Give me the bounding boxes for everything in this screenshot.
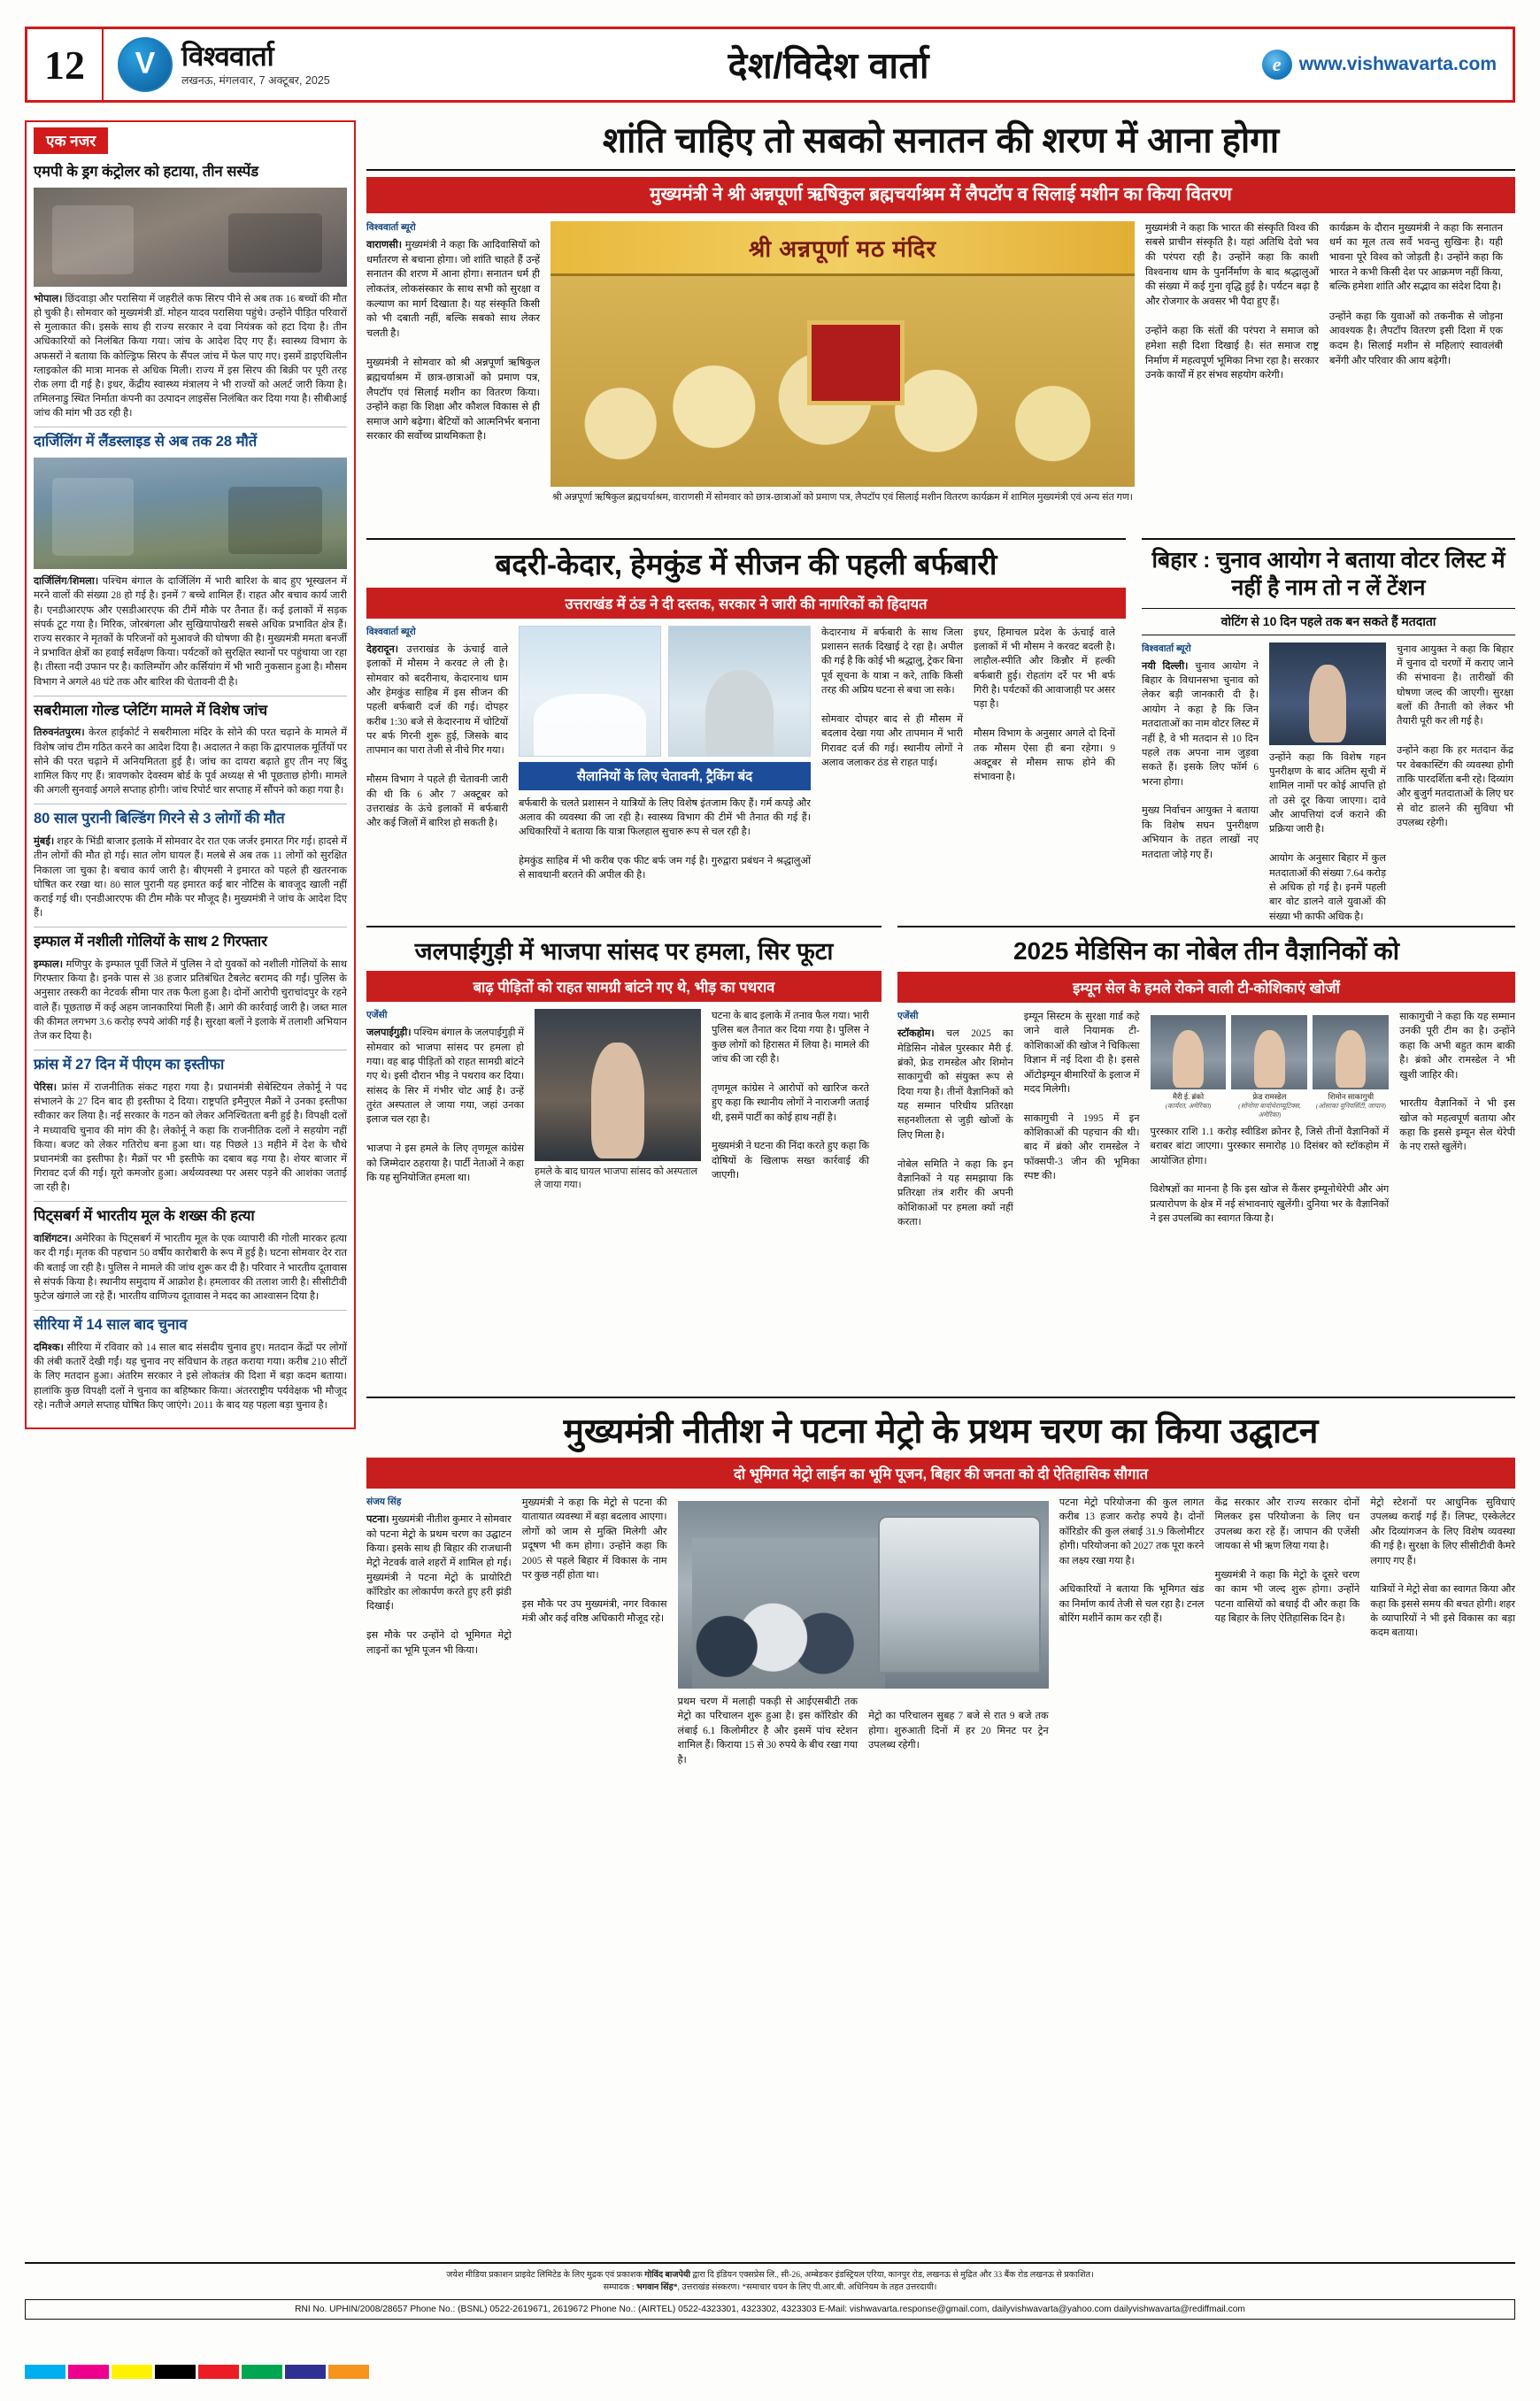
article-paragraph: इम्यून सिस्टम के सुरक्षा गार्ड कहे जाने वाले नियामक टी-कोशिकाओं की खोज ने चिकित्सा विज्ञान में नई दिशा दी है। इससे ऑटोइम्यून बीमारियों के इलाज में मदद मिलेगी। साकागुची ने 1995 में इन कोशिकाओं की पहचान की थी। बाद में ब्रंको और रामस्डेल ने फॉक्सपी-3 जीन की भूमिका स्पष्ट की। [1023,1012,1140,1182]
nobel-column-1 [897,1010,1013,1229]
page-number: 12 [27,29,104,100]
color-bar [285,2365,326,2379]
laureate-photos [1151,1015,1390,1120]
laureate-photo-3 [1313,1015,1389,1089]
lead-column-2 [1145,221,1319,504]
laureate-caption: शिमोन साकागुची (ओसाका यूनिवर्सिटी, जापान) [1315,1092,1386,1111]
color-bar [242,2365,282,2379]
bihar-photo-block [1269,643,1386,925]
metro-photo-block [678,1496,1049,1767]
laureate-card [1151,1015,1227,1120]
lead-photo-caption: श्री अन्नपूर्णा ऋषिकुल ब्रह्मचर्याश्रम, वाराणसी में सोमवार को छात्र-छात्राओं को प्रमाण पत्र, लैपटॉप एवं सिलाई मशीन वितरण कार्यक्रम में शामिल मुख्यमंत्री एवं अन्य संत गण। [552,491,1133,503]
election-commissioner-photo [1269,643,1386,745]
article-paragraph: पुरस्कार राशि 1.1 करोड़ स्वीडिश क्रोनर है, जिसे तीनों वैज्ञानिकों में बराबर बांटा जाएगा। पुरस्कार समारोह 10 दिसंबर को स्टॉकहोम में आयोजित होगा। विशेषज्ञों का मानना है कि इस खोज से कैंसर इम्यूनोथेरेपी और अंग प्रत्यारोपण के क्षेत्र में नई संभावनाएं खुलेंगी। दुनिया भर के वैज्ञानिकों ने इस उपलब्धि का स्वागत किया है। [1150,1126,1390,1225]
article-paragraph: घटना के बाद इलाके में तनाव फैल गया। भारी पुलिस बल तैनात कर दिया गया है। पुलिस ने कुछ लोगों को हिरासत में लिया है। मामले की जांच की जा रही है। तृणमूल कांग्रेस ने आरोपों को खारिज करते हुए कहा कि स्थानीय लोगों ने नाराजगी जताई थी, इसमें पार्टी का कोई हाथ नहीं है। मुख्यमंत्री ने घटना की निंदा करते हुए कहा कि दोषियों के खिलाफ सख्त कार्रवाई की जाएगी। [712,1011,869,1181]
ek-nazar-items [34,163,347,1412]
ek-nazar-headline[interactable]: सीरिया में 14 साल बाद चुनाव [34,1317,188,1334]
nobel-medicine-story [897,926,1515,1229]
article-paragraph: चुनाव आयुक्त ने कहा कि बिहार में चुनाव दो चरणों में कराए जाने की संभावना है। तारीखों की घोषणा जल्द की जाएगी। सुरक्षा बलों की तैनाती को लेकर भी तैयारी पूरी कर ली गई है। उन्होंने कहा कि हर मतदान केंद्र पर वेबकास्टिंग की व्यवस्था होगी ताकि पारदर्शिता बनी रहे। दिव्यांग और बुजुर्ग मतदाताओं के लिए घर से वोट डालने की सुविधा भी उपलब्ध रहेगी। [1397,643,1513,828]
metro-column-4 [1059,1496,1205,1767]
nobel-subheadline: इम्यून सेल के हमले रोकने वाली टी-कोशिकाएं खोजीं [897,972,1515,1003]
ek-nazar-column [25,120,356,1429]
ek-nazar-body: इम्फाल। मणिपुर के इम्फाल पूर्वी जिले में पुलिस ने दो युवकों को नशीली गोलियों के साथ गिरफ्तार किया है। इनके पास से 38 हजार प्रतिबंधित टैबलेट बरामद की गईं। पुलिस के अनुसार तस्करी का नेटवर्क सीमा पार तक फैला हुआ है। दोनों आरोपी चुराचांदपुर के रहने वाले हैं। पूछताछ में कई अहम जानकारियां मिली हैं। आगे की कार्रवाई जारी है। जब्त माल की कीमत लगभग 3.6 करोड़ रुपये आंकी गई है। सुरक्षा बलों ने इलाके में तलाशी अभियान तेज कर दिया है। [34,959,347,1043]
metro-column-6 [1370,1496,1515,1767]
photo-banner-text: श्री अन्नपूर्णा मठ मंदिर [551,221,1135,276]
ek-nazar-body: वाशिंगटन। अमेरिका के पिट्सबर्ग में भारतीय मूल के एक व्यापारी की गोली मारकर हत्या कर दी गई। मृतक की पहचान 50 वर्षीय कारोबारी के रूप में हुई है। घटना सोमवार देर रात की बताई जा रही है। पुलिस ने मामले की जांच शुरू कर दी है। परिवार ने भारतीय दूतावास से संपर्क किया है। स्थानीय समुदाय में आक्रोश है। हमलावर की तलाश जारी है। सीसीटीवी फुटेज खंगाले जा रहे हैं। भारतीय वाणिज्य दूतावास ने मदद का आश्वासन दिया है। [34,1234,347,1302]
ek-nazar-body: दमिश्क। सीरिया में रविवार को 14 साल बाद संसदीय चुनाव हुए। मतदान केंद्रों पर लोगों की लंबी कतारें देखी गईं। यह चुनाव नए संविधान के तहत कराया गया। करीब 210 सीटों के लिए मतदान हुआ। अंतरिम सरकार ने इसे लोकतंत्र की दिशा में बड़ा कदम बताया। हालांकि कुछ विपक्षी दलों ने चुनाव का बहिष्कार किया। अंतरराष्ट्रीय पर्यवेक्षक भी मौजूद रहे। नतीजे अगले सप्ताह घोषित किए जाएंगे। 2011 के बाद यह पहला बड़ा चुनाव है। [34,1342,347,1411]
badri-headline: बदरी-केदार, हेमकुंड में सीजन की पहली बर्फबारी [495,548,997,581]
article-paragraph: केंद्र सरकार और राज्य सरकार दोनों मिलकर इस परियोजना के लिए धन उपलब्ध करा रहे हैं। जापान की एजेंसी जायका से भी ऋण लिया गया है। मुख्यमंत्री ने कहा कि मेट्रो के दूसरे चरण का काम भी जल्द शुरू होगा। उन्होंने पटना वासियों को बधाई दी और कहा कि यह बिहार के लिए ऐतिहासिक दिन है। [1214,1497,1360,1624]
lead-headline: शांति चाहिए तो सबको सनातन की शरण में आना होगा [366,120,1515,171]
ek-nazar-body: तिरुवनंतपुरम। केरल हाईकोर्ट ने सबरीमाला मंदिर के सोने की परत चढ़ाने के मामले में विशेष जांच टीम गठित करने का आदेश दिया है। अदालत ने कहा कि द्वारपालक मूर्तियों पर सोने की परत चढ़ाने में अनियमितता हुई है। जांच का दायरा बढ़ाते हुए तीन नए बिंदु शामिल किए गए हैं। त्रावणकोर देवस्वम बोर्ड के पूर्व अध्यक्ष से भी पूछताछ होगी। मामले की अगली सुनवाई अगले सप्ताह होगी। जांच रिपोर्ट चार सप्ताह में सौंपने को कहा गया है। [34,727,347,796]
ek-nazar-body: भोपाल। छिंदवाड़ा और परासिया में जहरीले कफ सिरप पीने से अब तक 16 बच्चों की मौत हो चुकी है। सोमवार को मुख्यमंत्री डॉ. मोहन यादव परासिया पहुंचे। उन्होंने पीड़ित परिवारों से मुलाकात की। इसके साथ ही राज्य सरकार ने दवा नियंत्रक को हटा दिया है। तीन अधिकारियों को निलंबित किया गया। जांच के आदेश दिए गए हैं। स्वास्थ्य विभाग के अफसरों ने बताया कि कोल्ड्रिफ सिरप के सैंपल जांच में फेल पाए गए। इसमें डाइएथिलीन ग्लाइकोल की मात्रा मानक से अधिक मिली। राज्य में इस सिरप की बिक्री पर पूरी तरह रोक लगा दी गई है। इधर, केंद्रीय स्वास्थ्य मंत्रालय ने भी राज्यों को अलर्ट जारी किया है। तमिलनाडु स्थित निर्माता कंपनी का उत्पादन लाइसेंस निलंबित कर दिया गया है। सीबीआई जांच की मांग भी उठ रही है। [34,293,347,419]
jalpaiguri-photo-caption: हमले के बाद घायल भाजपा सांसद को अस्पताल ले जाया गया। [535,1166,697,1191]
jalpaiguri-photo-block [535,1009,701,1193]
badri-subheadline: उत्तराखंड में ठंड ने दी दस्तक, सरकार ने जारी की नागरिकों को हिदायत [366,588,1126,619]
logo-subtitle: लखनऊ, मंगलवार, 7 अक्टूबर, 2025 [181,74,330,88]
metro-column-5 [1214,1496,1359,1767]
patna-metro-inauguration-photo [678,1501,1049,1689]
page-footer [25,2262,1515,2320]
kedarnath-temple-snow-photo [668,626,811,757]
nobel-column-4 [1399,1010,1515,1229]
jalpaiguri-column-2 [712,1009,869,1193]
nobel-byline: एजेंसी [897,1011,919,1021]
injured-mp-photo [535,1009,701,1161]
footer-contact-box: RNI No. UPHIN/2008/28657 Phone No.: (BSNL) 0522-2619671, 2619672 Phone No.: (AIRTEL) 0522-4323301, 4323302, 4323303 E-Mail: vishwavarta.response@gmail.com, dailyvishwavarta@yahoo.com dailyvishwavarta@rediffmail.com [25,2299,1515,2320]
color-registration-bars [25,2365,369,2379]
jalpaiguri-attack-story [366,926,882,1193]
laureate-card [1313,1015,1389,1120]
badri-byline: विश्ववार्ता ब्यूरो [366,626,416,637]
color-bar [328,2365,369,2379]
bihar-column-3 [1397,643,1513,925]
color-bar [155,2365,196,2379]
color-bar [112,2365,152,2379]
patna-metro-story [366,1397,1515,1767]
article-paragraph: देहरादून। उत्तराखंड के ऊंचाई वाले इलाकों में मौसम ने करवट ले ली है। सोमवार को बदरीनाथ, केदारनाथ धाम और हेमकुंड साहिब में इस सीजन की पहली बर्फबारी दर्ज की गई। दोपहर करीब 1:30 बजे से केदारनाथ में चोटियों पर बर्फ गिरनी शुरू हुई, जिसके बाद तापमान का पारा तेजी से नीचे गिर गया। मौसम विभाग ने पहले ही चेतावनी जारी की थी कि 6 और 7 अक्टूबर को उत्तराखंड के ऊंचे इलाकों में बर्फबारी और कई जिलों में बारिश हो सकती है। [366,643,508,829]
publication-logo [104,37,396,92]
website-url-text: www.vishwavarta.com [1298,54,1497,74]
nobel-column-2 [1024,1010,1140,1229]
bihar-subheadline: वोटिंग से 10 दिन पहले तक बन सकते हैं मतदाता [1142,608,1515,635]
bihar-byline: विश्ववार्ता ब्यूरो [1142,643,1191,654]
lead-column-1 [366,221,540,504]
nobel-photo-block [1151,1010,1390,1229]
article-paragraph: पटना। मुख्यमंत्री नीतीश कुमार ने सोमवार को पटना मेट्रो के प्रथम चरण का उद्घाटन किया। इसके साथ ही बिहार की राजधानी मेट्रो नेटवर्क वाले शहरों में शामिल हो गई। मुख्यमंत्री ने पटना मेट्रो के प्रायोरिटी कॉरिडोर का लोकार्पण करते हुए हरी झंडी दिखाई। इस मौके पर उन्होंने दो भूमिगत मेट्रो लाइनों का भूमि पूजन भी किया। [366,1514,512,1656]
lead-subheadline: मुख्यमंत्री ने श्री अन्नपूर्णा ऋषिकुल ब्रह्मचर्याश्रम में लैपटॉप व सिलाई मशीन का किया वितरण [366,177,1515,213]
ek-nazar-headline[interactable]: पिट्सबर्ग में भारतीय मूल के शख्स की हत्या [34,1208,255,1225]
ek-nazar-headline[interactable]: 80 साल पुरानी बिल्डिंग गिरने से 3 लोगों की मौत [34,811,285,827]
lead-byline: विश्ववार्ता ब्यूरो [366,221,416,233]
photo-framed-portrait [807,320,905,405]
lead-story [366,120,1515,504]
footer-imprint-line-2: सम्पादक : भगवान सिंह*, उत्तराखंड संस्करण। *समाचार चयन के लिए पी.आर.बी. अधिनियम के तहत उत्तरदायी। [603,2282,937,2292]
snow-covered-valley-photo [519,626,661,757]
metro-subheadline: दो भूमिगत मेट्रो लाईन का भूमि पूजन, बिहार की जनता को दी ऐतिहासिक सौगात [366,1458,1515,1489]
article-paragraph: मेट्रो स्टेशनों पर आधुनिक सुविधाएं उपलब्ध कराई गई हैं। लिफ्ट, एस्केलेटर और दिव्यांगजन के लिए विशेष व्यवस्था की गई है। सुरक्षा के लिए सीसीटीवी कैमरे लगाए गए हैं। यात्रियों ने मेट्रो सेवा का स्वागत किया और कहा कि इससे समय की बचत होगी। शहर के व्यापारियों ने भी इसे विकास का बड़ा कदम बताया। [1370,1497,1515,1639]
ek-nazar-label: एक नजर [34,127,108,154]
metro-column-1 [366,1496,512,1767]
article-paragraph: पटना मेट्रो परियोजना की कुल लागत करीब 13 हजार करोड़ रुपये है। दोनों कॉरिडोर की कुल लंबाई 31.9 किलोमीटर होगी। परियोजना को 2027 तक पूरा करने का लक्ष्य रखा गया है। अधिकारियों ने बताया कि भूमिगत खंड का निर्माण कार्य तेजी से चल रहा है। टनल बोरिंग मशीनें काम कर रही हैं। [1059,1497,1205,1624]
website-link[interactable] [1262,50,1513,80]
article-paragraph: बर्फबारी के चलते प्रशासन ने यात्रियों के लिए विशेष इंतजाम किए हैं। गर्म कपड़े और अलाव की व्यवस्था की जा रही है। स्वास्थ्य विभाग की टीमें भी तैनात की गई हैं। अधिकारियों ने बताया कि यात्रा फिलहाल सुचारु रूप से चल रही है। हेमकुंड साहिब में भी करीब एक फीट बर्फ जम गई है। गुरुद्वारा प्रबंधन ने श्रद्धालुओं से सावधानी बरतने की अपील की है। [519,797,811,881]
ek-nazar-body: मुंबई। शहर के भिंडी बाजार इलाके में सोमवार देर रात एक जर्जर इमारत गिर गई। हादसे में तीन लोगों की मौत हो गई। सात लोग घायल हैं। मलबे से अब तक 11 लोगों को सुरक्षित निकाला जा चुका है। बचाव कार्य जारी है। बीएमसी ने इमारत को पहले ही खतरनाक घोषित कर रखा था। 80 साल पुरानी यह इमारत कई बार नोटिस के बावजूद खाली नहीं कराई गई थी। एनडीआरएफ की टीम मौके पर मौजूद है। मुख्यमंत्री ने जांच के आदेश दिए हैं। [34,836,347,920]
lead-photo-block [551,221,1135,504]
color-bar [198,2365,239,2379]
metro-headline: मुख्यमंत्री नीतीश ने पटना मेट्रो के प्रथम चरण का किया उद्घाटन [563,1412,1319,1451]
color-bar [25,2365,65,2379]
ek-nazar-headline[interactable]: इम्फाल में नशीली गोलियों के साथ 2 गिरफ्तार [34,934,267,950]
metro-photo-train [878,1516,1041,1674]
metro-column-2 [522,1496,667,1767]
lead-column-3 [1329,221,1503,504]
divider [34,1201,347,1202]
ek-nazar-headline[interactable]: फ्रांस में 27 दिन में पीएम का इस्तीफा [34,1057,225,1074]
bihar-column-1 [1142,643,1259,925]
ek-nazar-headline[interactable]: सबरीमाला गोल्ड प्लेटिंग मामले में विशेष जांच [34,702,268,719]
laureate-photo-1 [1151,1015,1227,1089]
metro-byline: संजय सिंह [366,1497,402,1507]
color-bar [68,2365,109,2379]
jalpaiguri-byline: एजेंसी [366,1010,388,1020]
bihar-headline: बिहार : चुनाव आयोग ने बताया वोटर लिस्ट में नहीं है नाम तो न लें टेंशन [1151,548,1505,601]
ek-nazar-headline[interactable]: दार्जिलिंग में लैंडस्लाइड से अब तक 28 मौतें [34,434,258,450]
badri-column-4 [974,626,1115,883]
jalpaiguri-column-1 [366,1009,524,1193]
article-paragraph: कार्यक्रम के दौरान मुख्यमंत्री ने कहा कि सनातन धर्म का मूल तत्व सर्वे भवन्तु सुखिनः है। यही भावना पूरे विश्व को जोड़ती है। उन्होंने कहा कि भारत ने कभी किसी देश पर आक्रमण नहीं किया, बल्कि हमेशा शांति और सद्भाव का संदेश दिया है। उन्होंने कहा कि युवाओं को तकनीक से जोड़ना आवश्यक है। लैपटॉप वितरण इसी दिशा में एक कदम है। सिलाई मशीन से महिलाएं स्वावलंबी बनेंगी और परिवार की आय बढ़ेगी। [1329,222,1503,366]
ek-nazar-body: पेरिस। फ्रांस में राजनीतिक संकट गहरा गया है। प्रधानमंत्री सेबेस्टियन लेकोर्नू ने पद संभालने के 27 दिन बाद ही इस्तीफा दे दिया। राष्ट्रपति इमैनुएल मैक्रों ने उनका इस्तीफा स्वीकार कर लिया है। नई सरकार के गठन को लेकर अनिश्चितता बनी हुई है। विपक्षी दलों ने मध्यावधि चुनाव की मांग की है। लेकोर्नू ने कहा कि राजनीतिक दलों ने सहयोग नहीं किया। बजट को लेकर गतिरोध बना हुआ था। यह पिछले 13 महीने में देश के चौथे प्रधानमंत्री का इस्तीफा है। मैक्रों पर भी इस्तीफे का दबाव बढ़ गया है। शेयर बाजार में गिरावट दर्ज की गई। यूरो कमजोर हुआ। अर्थव्यवस्था पर असर पड़ने की आशंका जताई जा रही है। [34,1081,347,1194]
badri-column-1 [366,626,508,883]
article-paragraph: प्रथम चरण में मलाही पकड़ी से आईएसबीटी तक मेट्रो का परिचालन शुरू हुआ है। इस कॉरिडोर की लंबाई 6.1 किलोमीटर है और इसमें पांच स्टेशन शामिल हैं। किराया 15 से 30 रुपये के बीच रखा गया है। मेट्रो का परिचालन सुबह 7 बजे से रात 9 बजे तक होगा। शुरुआती दिनों में हर 20 मिनट पर ट्रेन उपलब्ध रहेगी। [677,1697,1049,1766]
nobel-headline: 2025 मेडिसिन का नोबेल तीन वैज्ञानिकों को [1013,937,1399,965]
badri-column-2 [821,626,963,883]
article-paragraph: केदारनाथ में बर्फबारी के साथ जिला प्रशासन सतर्क दिखाई दे रहा है। अपील की गई है कि कोई भी श्रद्धालु, ट्रेकर बिना पूर्व सूचना के यात्रा न करे, ताकि किसी तरह की अप्रिय घटना से बचा जा सके। सोमवार दोपहर बाद से ही मौसम में बदलाव देखा गया और तापमान में भारी गिरावट दर्ज की गई। स्थानीय लोगों ने अलाव जलाकर ठंड से राहत पाई। [821,627,963,768]
metro-photo-officials [692,1538,885,1689]
laureate-caption: मैरी ई. ब्रंको (कार्यरत, अमेरिका) [1165,1092,1212,1111]
chief-minister-distribution-photo [551,221,1135,487]
vishwavarta-logo-icon [118,37,173,92]
article-paragraph: मुख्यमंत्री ने कहा कि मेट्रो से पटना की यातायात व्यवस्था में बड़ा बदलाव आएगा। लोगों को जाम से मुक्ति मिलेगी और प्रदूषण भी कम होगा। उन्होंने कहा कि 2005 से पहले बिहार में विकास के नाम पर कुछ नहीं होता था। इस मौके पर उप मुख्यमंत्री, नगर विकास मंत्री और कई वरिष्ठ अधिकारी मौजूद रहे। [521,1497,667,1624]
section-title: देश/विदेश वार्ता [728,45,930,86]
article-paragraph: इधर, हिमाचल प्रदेश के ऊंचाई वाले इलाकों में भी मौसम ने करवट बदली है। लाहौल-स्पीति और किन्नौर में हल्की बर्फबारी हुई। रोहतांग दर्रे पर भी बर्फ गिरी है। पर्यटकों की आवाजाही पर असर पड़ा है। मौसम विभाग के अनुसार अगले दो दिनों तक मौसम ऐसा ही बना रहेगा। 9 अक्टूबर से मौसम साफ होने की संभावना है। [974,627,1115,783]
article-paragraph: मुख्यमंत्री ने कहा कि भारत की संस्कृति विश्व की सबसे प्राचीन संस्कृति है। यहां अतिथि देवो भव की परंपरा रही है। उन्होंने कहा कि काशी विश्वनाथ धाम के पुनर्निर्माण के बाद श्रद्धालुओं की संख्या में कई गुना वृद्धि हुई है। पर्यटन बढ़ा है और रोजगार के अवसर भी पैदा हुए हैं। उन्होंने कहा कि संतों की परंपरा ने समाज को हमेशा सही दिशा दिखाई है। संत समाज राष्ट्र निर्माण में महत्वपूर्ण भूमिका निभा रहा है। सरकार उनके कार्यों में हर संभव सहयोग करेगी। [1145,222,1319,381]
badri-photo-block [519,626,811,883]
article-paragraph: साकागुची ने कहा कि यह सम्मान उनकी पूरी टीम का है। उन्होंने कहा कि अभी बहुत काम बाकी है। ब्रंको और रामस्डेल ने भी खुशी जाहिर की। भारतीय वैज्ञानिकों ने भी इस खोज को महत्वपूर्ण बताया और कहा कि इससे इम्यून सेल थेरेपी के नए रास्ते खुलेंगे। [1399,1012,1515,1153]
badri-warning-strip: सैलानियों के लिए चेतावनी, ट्रैकिंग बंद [519,762,811,790]
article-paragraph: स्टॉकहोम। चल 2025 का मेडिसिन नोबेल पुरस्कार मैरी ई. ब्रंको, फ्रेड रामस्डेल और शिमोन साकागुची को संयुक्त रूप से दिया गया है। तीनों वैज्ञानिकों को यह सम्मान परिधीय प्रतिरक्षा सहनशीलता से जुड़ी खोजों के लिए मिला है। नोबेल समिति ने कहा कि इन वैज्ञानिकों ने यह समझाया कि प्रतिरक्षा तंत्र शरीर की अपनी कोशिकाओं पर हमला क्यों नहीं करता। [897,1028,1013,1228]
internet-explorer-icon [1262,50,1292,80]
logo-title: विश्ववार्ता [181,40,274,72]
ek-nazar-headline[interactable]: एमपी के ड्रग कंट्रोलर को हटाया, तीन सस्पेंड [34,164,259,180]
mp-drug-controller-photo [34,188,347,287]
badri-kedar-story [366,538,1126,883]
jalpaiguri-subheadline: बाढ़ पीड़ितों को राहत सामग्री बांटने गए थे, भीड़ का पथराव [366,971,882,1002]
article-paragraph: उन्होंने कहा कि विशेष गहन पुनरीक्षण के बाद अंतिम सूची में शामिल नामों पर कोई आपत्ति हो तो उसे दूर किया जाएगा। दावे और आपत्तियां दर्ज कराने की प्रक्रिया जारी है। आयोग के अनुसार बिहार में कुल मतदाताओं की संख्या 7.64 करोड़ से अधिक हो गई है। इनमें पहली बार वोट डालने वाले युवाओं की संख्या भी काफी अधिक है। [1269,751,1386,922]
article-paragraph: वाराणसी। मुख्यमंत्री ने कहा कि आदिवासियों को धर्मांतरण से बचाना होगा। जो शांति चाहते हैं उन्हें सनातन की शरण में आना होगा। सनातन धर्म ही लोकतंत्र, लोकसंस्कार के साथ सभी को सुरक्षा व कल्याण का मार्ग दिखाता है। यह संस्कृति किसी को भी दबाती नहीं, बल्कि सबको साथ लेकर चलती है। मुख्यमंत्री ने सोमवार को श्री अन्नपूर्णा ऋषिकुल ब्रह्मचर्याश्रम में छात्र-छात्राओं को प्रमाण पत्र, लैपटॉप एवं सिलाई मशीन का वितरण किया। उन्होंने कहा कि शिक्षा और कौशल विकास से ही समाज आगे बढ़ेगा। बेटियों को आत्मनिर्भर बनाना सरकार की सर्वोच्च प्राथमिकता है। [366,240,540,442]
jalpaiguri-headline: जलपाईगुड़ी में भाजपा सांसद पर हमला, सिर फूटा [414,938,834,965]
laureate-caption: फ्रेड रामस्डेल (सोनोमा बायोथेराप्यूटिक्स, अमेरिका) [1238,1092,1301,1120]
bihar-election-story [1142,538,1515,924]
article-paragraph: जलपाईगुड़ी। पश्चिम बंगाल के जलपाईगुड़ी में सोमवार को भाजपा सांसद पर हमला हो गया। वह बाढ़ पीड़ितों को राहत सामग्री बांटने गए थे। इसी दौरान भीड़ ने पथराव कर दिया। सांसद के सिर में गंभीर चोट आई है। उन्हें तुरंत अस्पताल ले जाया गया, जहां उनका इलाज चल रहा है। भाजपा ने इस हमले के लिए तृणमूल कांग्रेस को जिम्मेदार ठहराया है। पार्टी नेताओं ने कहा कि यह सुनियोजित हमला था। [366,1027,524,1183]
masthead [25,27,1515,103]
laureate-card [1231,1015,1307,1120]
footer-imprint-line-1: जयेश मीडिया प्रकाशन प्राइवेट लिमिटेड के लिए मुद्रक एवं प्रकाशक गोविंद बाजपेयी द्वारा दि इंडियन एक्सप्रेस लि., सी-26, अम्बेडकर इंडस्ट्रियल एरिया, कानपुर रोड, लखनऊ से मुद्रित और 33 बैंक रोड लखनऊ से प्रकाशित। [446,2270,1094,2280]
ek-nazar-body: दार्जिलिंग/शिमला। पश्चिम बंगाल के दार्जिलिंग में भारी बारिश के बाद हुए भूस्खलन में मरने वालों की संख्या 28 हो गई है। इनमें 7 बच्चे शामिल हैं। राहत और बचाव कार्य जारी है। एनडीआरएफ और एसडीआरएफ की टीमें मौके पर तैनात हैं। कई इलाकों में सड़क संपर्क टूट गया है। मिरिक, जोरबंगला और सुखियापोखरी सबसे अधिक प्रभावित क्षेत्र हैं। राज्य सरकार ने मृतकों के परिजनों को मुआवजे की घोषणा की है। मुख्यमंत्री ममता बनर्जी ने प्रभावित क्षेत्रों का हवाई सर्वेक्षण किया। पर्यटकों को सुरक्षित स्थानों पर पहुंचाया जा रहा है। तीस्ता नदी उफान पर है। कालिम्पोंग और कर्सियांग में भी भारी नुकसान हुआ है। मौसम विभाग ने अगले 48 घंटे तक और बारिश की चेतावनी दी है। [34,576,347,688]
darjeeling-landslide-photo [34,458,347,569]
laureate-photo-2 [1231,1015,1307,1089]
article-paragraph: नयी दिल्ली। चुनाव आयोग ने बिहार के विधानसभा चुनाव को लेकर बड़ी जानकारी दी है। आयोग ने कहा है कि जिन मतदाताओं का नाम वोटर लिस्ट में नहीं है, वे भी मतदान से 10 दिन पहले तक अपना नाम जुड़वा सकते हैं। इसके लिए फॉर्म 6 भरना होगा। मुख्य निर्वाचन आयुक्त ने बताया कि विशेष सघन पुनरीक्षण अभियान के तहत लाखों नए मतदाता जोड़े गए हैं। [1142,660,1259,860]
divider [34,1310,347,1311]
